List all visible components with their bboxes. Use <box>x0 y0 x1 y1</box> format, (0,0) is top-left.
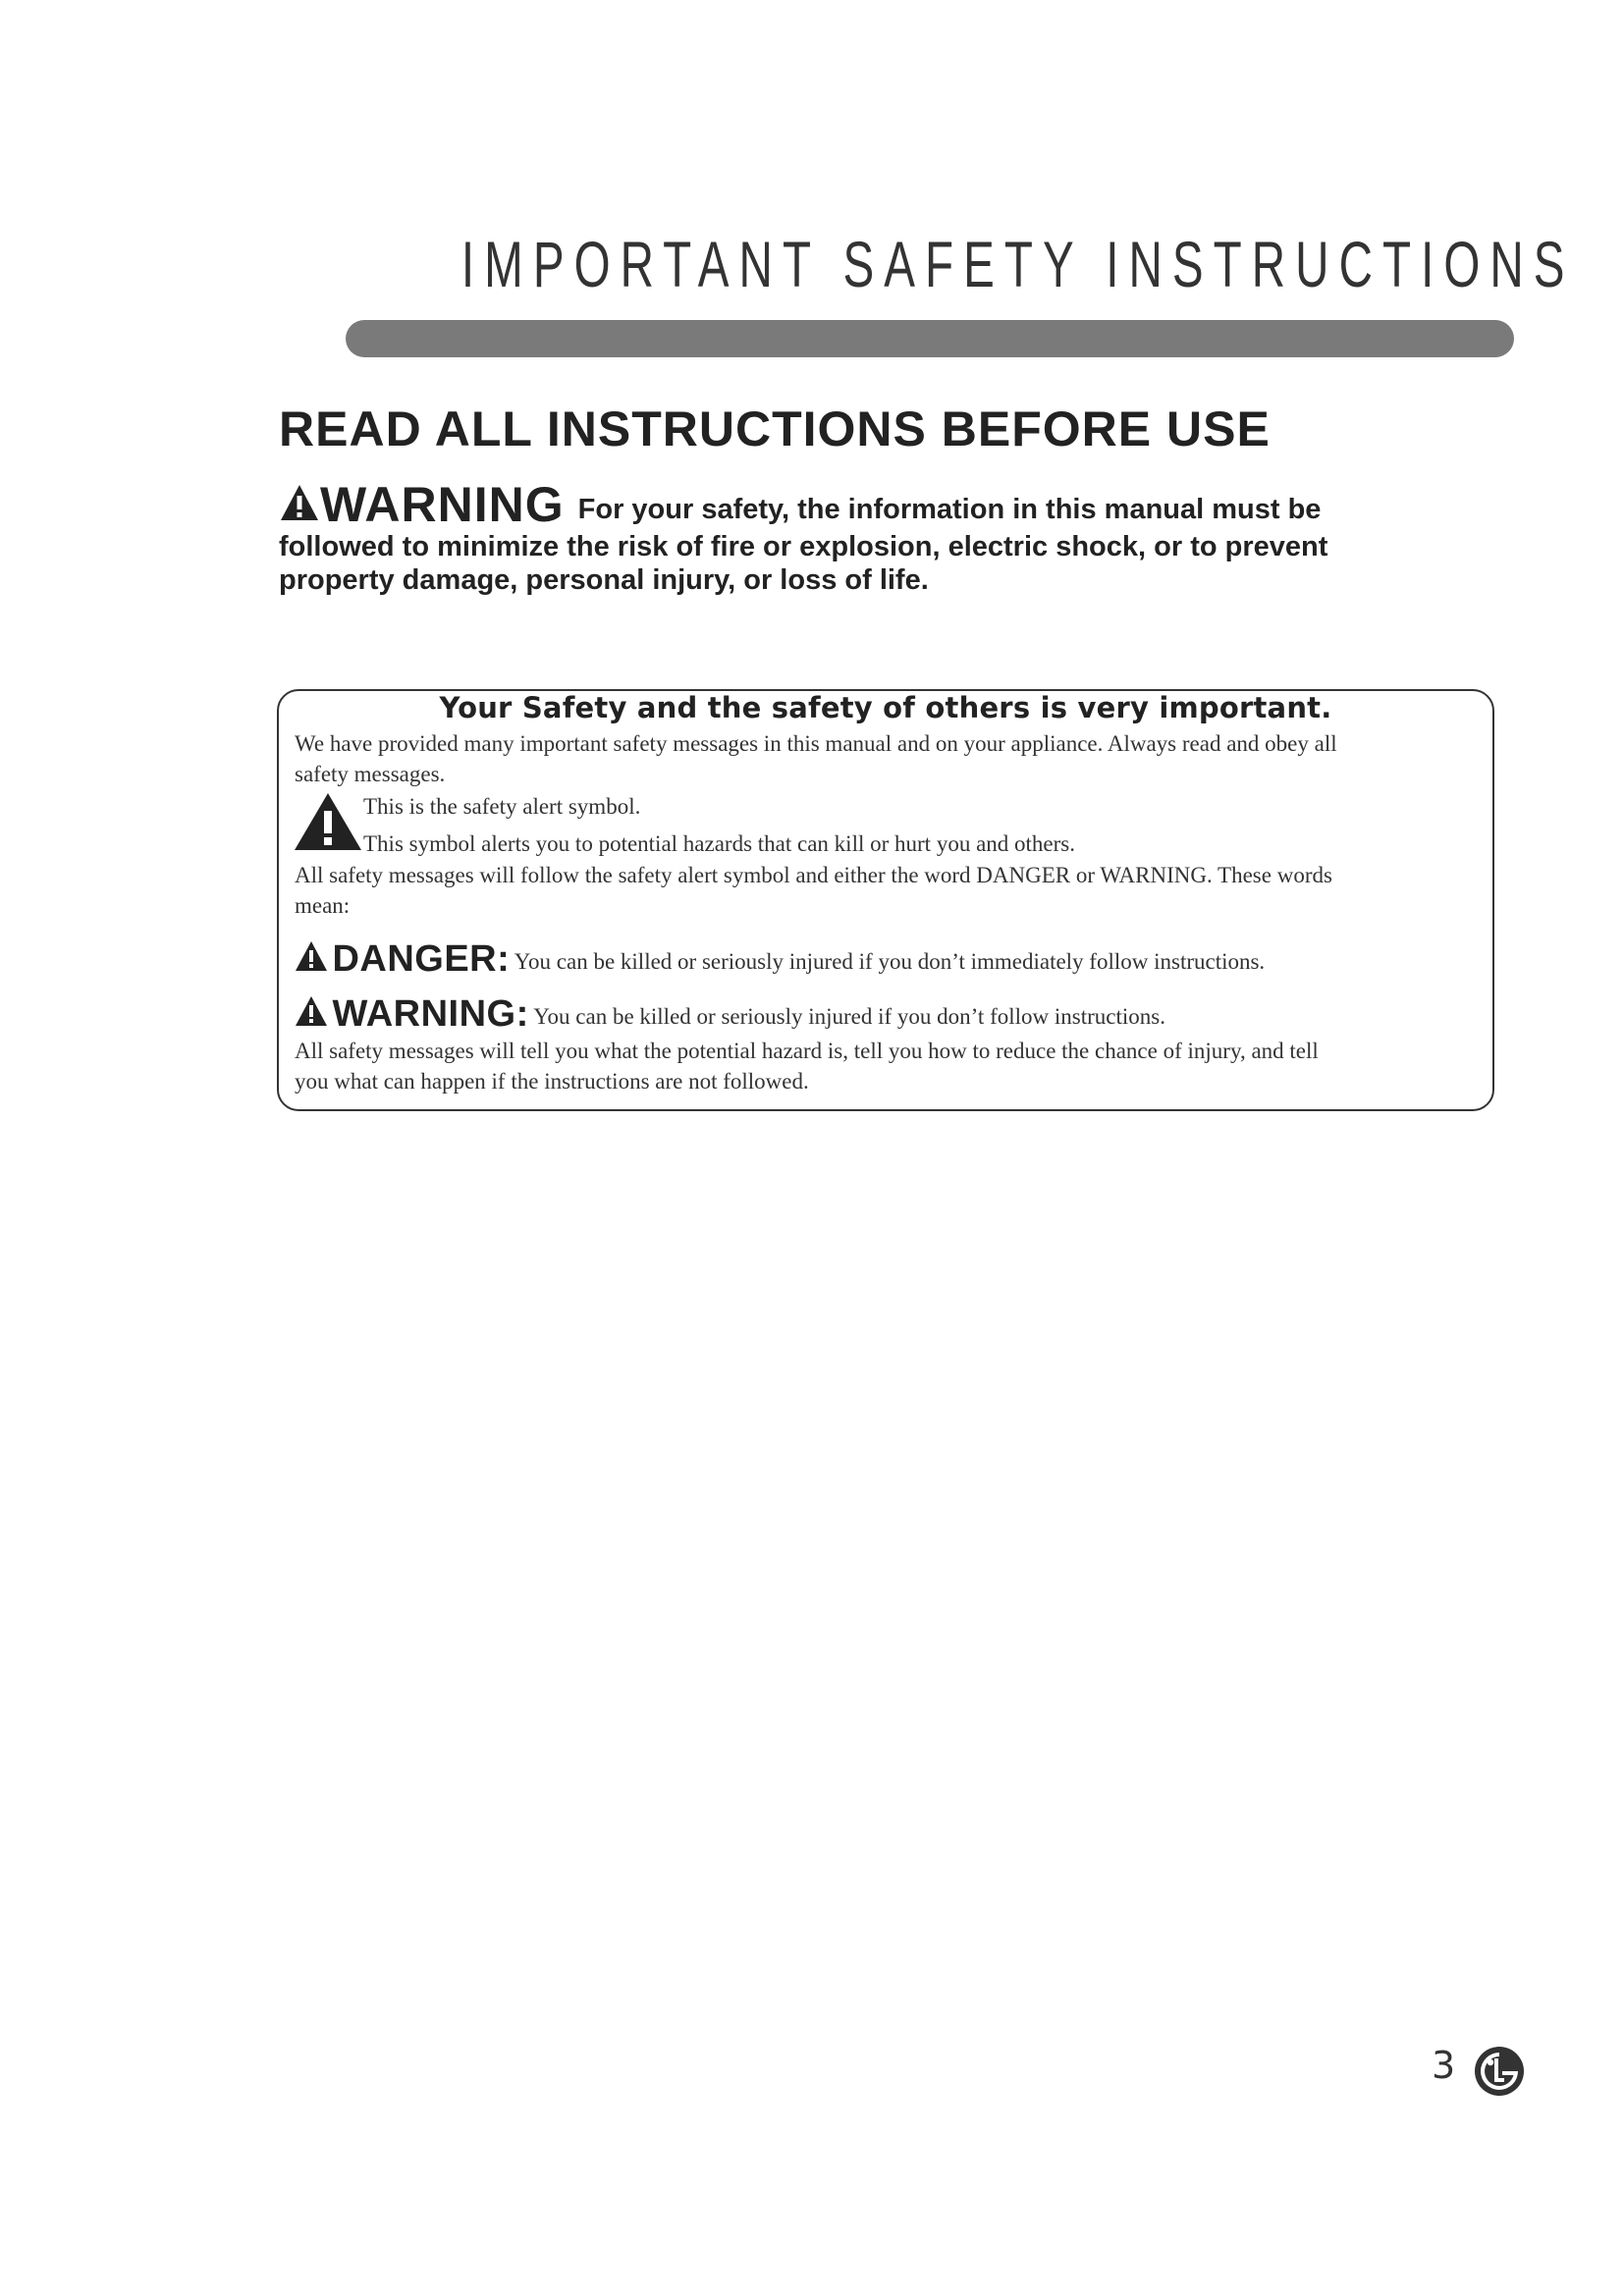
warning-alert-icon <box>295 1011 332 1028</box>
safety-box-paragraph-1: We have provided many important safety messages in this manual and on your appliance. Always read and obey all safety messages. <box>295 731 1337 786</box>
safety-box-title: Your Safety and the safety of others is very important. <box>439 691 1332 724</box>
main-heading: READ ALL INSTRUCTIONS BEFORE USE <box>279 401 1271 456</box>
warning-definition-signal-word: WARNING: <box>332 993 529 1035</box>
danger-alert-icon <box>295 956 332 973</box>
page-number: 3 <box>1432 2044 1456 2087</box>
safety-symbol-line-1: This is the safety alert symbol. <box>363 794 641 819</box>
safety-symbol-line-2: This symbol alerts you to potential hazards that can kill or hurt you and others. <box>363 831 1075 856</box>
danger-definition <box>295 938 1483 981</box>
danger-description: You can be killed or seriously injured if you don’t immediately follow instructions. <box>514 949 1266 974</box>
warning-description: You can be killed or seriously injured if you don’t follow instructions. <box>533 1004 1165 1029</box>
safety-box-paragraph-2: All safety messages will follow the safety alert symbol and either the word DANGER or WARNING. These words mean: <box>295 863 1332 918</box>
safety-alert-icon <box>279 483 320 530</box>
warning-signal-word: WARNING <box>320 477 565 532</box>
header-divider-bar <box>346 320 1514 357</box>
page-header-title: IMPORTANT SAFETY INSTRUCTIONS <box>461 228 1575 300</box>
safety-box-paragraph-3: All safety messages will tell you what the potential hazard is, tell you how to reduce the chance of injury, and tell you what can happen if the instructions are not followed. <box>295 1039 1319 1094</box>
warning-intro <box>279 477 1428 597</box>
warning-intro-text: For your safety, the information in this manual must be followed to minimize the risk of fire or explosion, electric shock, or to prevent property damage, personal injury, or loss of life. <box>279 494 1328 596</box>
danger-signal-word: DANGER: <box>332 938 511 980</box>
safety-alert-symbol-icon <box>293 791 363 857</box>
lg-logo-icon <box>1473 2045 1526 2103</box>
warning-definition <box>295 993 1483 1036</box>
